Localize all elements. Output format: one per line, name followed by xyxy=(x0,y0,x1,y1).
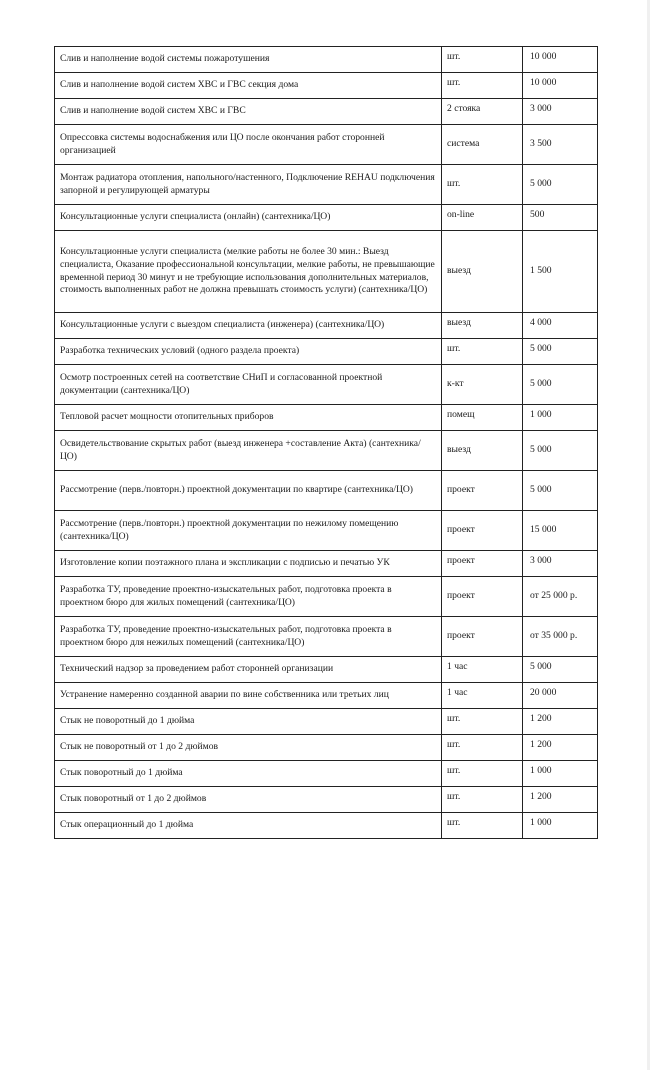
table-row xyxy=(55,471,598,511)
price-cell: 20 000 xyxy=(523,683,598,709)
unit-cell: выезд xyxy=(442,431,523,471)
unit-cell: 2 стояка xyxy=(442,99,523,125)
table-row xyxy=(55,99,598,125)
unit-cell: проект xyxy=(442,617,523,657)
service-cell: Консультационные услуги специалиста (мелкие работы не более 30 мин.: Выезд специалиста, Оказание профессиональной консультации, мелкие работы, не превышающие временной период 30 минут и не требующие использования дополнительных материалов, стоимость выполненных работ не должна превышать стоимость услуги) (сантехника/ЦО) xyxy=(55,231,442,313)
price-cell: 500 xyxy=(523,205,598,231)
service-cell: Разработка ТУ, проведение проектно-изыскательных работ, подготовка проекта в проектном бюро для нежилых помещений (сантехника/ЦО) xyxy=(55,617,442,657)
table-row xyxy=(55,657,598,683)
table-row xyxy=(55,47,598,73)
table-row xyxy=(55,165,598,205)
unit-cell: on-line xyxy=(442,205,523,231)
service-cell: Опрессовка системы водоснабжения или ЦО после окончания работ сторонней организацией xyxy=(55,125,442,165)
price-cell: 4 000 xyxy=(523,313,598,339)
table-row xyxy=(55,761,598,787)
unit-cell: шт. xyxy=(442,165,523,205)
price-cell: 10 000 xyxy=(523,73,598,99)
unit-cell: система xyxy=(442,125,523,165)
price-cell: 1 000 xyxy=(523,405,598,431)
price-cell: от 25 000 р. xyxy=(523,577,598,617)
service-cell: Устранение намеренно созданной аварии по вине собственника или третьих лиц xyxy=(55,683,442,709)
price-cell: 5 000 xyxy=(523,657,598,683)
price-cell: 5 000 xyxy=(523,165,598,205)
unit-cell: проект xyxy=(442,551,523,577)
unit-cell: помещ xyxy=(442,405,523,431)
service-cell: Стык поворотный от 1 до 2 дюймов xyxy=(55,787,442,813)
price-cell: 1 000 xyxy=(523,761,598,787)
table-row xyxy=(55,125,598,165)
service-cell: Рассмотрение (перв./повторн.) проектной документации по квартире (сантехника/ЦО) xyxy=(55,471,442,511)
service-cell: Рассмотрение (перв./повторн.) проектной документации по нежилому помещению (сантехника/ЦО) xyxy=(55,511,442,551)
price-table xyxy=(54,46,598,839)
price-cell: 3 000 xyxy=(523,551,598,577)
service-cell: Разработка технических условий (одного раздела проекта) xyxy=(55,339,442,365)
price-cell: 1 200 xyxy=(523,735,598,761)
price-cell: 1 000 xyxy=(523,813,598,839)
unit-cell: 1 час xyxy=(442,683,523,709)
table-row xyxy=(55,339,598,365)
table-row xyxy=(55,313,598,339)
service-cell: Консультационные услуги специалиста (онлайн) (сантехника/ЦО) xyxy=(55,205,442,231)
price-cell: 3 000 xyxy=(523,99,598,125)
service-cell: Разработка ТУ, проведение проектно-изыскательных работ, подготовка проекта в проектном бюро для жилых помещений (сантехника/ЦО) xyxy=(55,577,442,617)
unit-cell: шт. xyxy=(442,787,523,813)
service-cell: Технический надзор за проведением работ сторонней организации xyxy=(55,657,442,683)
table-row xyxy=(55,365,598,405)
unit-cell: 1 час xyxy=(442,657,523,683)
table-row xyxy=(55,577,598,617)
table-row xyxy=(55,735,598,761)
service-cell: Слив и наполнение водой систем ХВС и ГВС секция дома xyxy=(55,73,442,99)
price-cell: 5 000 xyxy=(523,365,598,405)
price-cell: 15 000 xyxy=(523,511,598,551)
price-cell: 5 000 xyxy=(523,431,598,471)
table-row xyxy=(55,511,598,551)
price-cell: 10 000 xyxy=(523,47,598,73)
table-row xyxy=(55,431,598,471)
service-cell: Осмотр построенных сетей на соответствие СНиП и согласованной проектной документации (сантехника/ЦО) xyxy=(55,365,442,405)
table-row xyxy=(55,405,598,431)
service-cell: Изготовление копии поэтажного плана и экспликации с подписью и печатью УК xyxy=(55,551,442,577)
service-cell: Слив и наполнение водой системы пожаротушения xyxy=(55,47,442,73)
table-row xyxy=(55,73,598,99)
price-cell: 1 500 xyxy=(523,231,598,313)
unit-cell: шт. xyxy=(442,47,523,73)
service-cell: Слив и наполнение водой систем ХВС и ГВС xyxy=(55,99,442,125)
service-cell: Стык поворотный до 1 дюйма xyxy=(55,761,442,787)
table-row xyxy=(55,683,598,709)
table-row xyxy=(55,787,598,813)
service-cell: Тепловой расчет мощности отопительных приборов xyxy=(55,405,442,431)
price-cell: 1 200 xyxy=(523,787,598,813)
service-cell: Монтаж радиатора отопления, напольного/настенного, Подключение REHAU подключения запорной и регулирующей арматуры xyxy=(55,165,442,205)
unit-cell: выезд xyxy=(442,313,523,339)
price-cell: 1 200 xyxy=(523,709,598,735)
unit-cell: проект xyxy=(442,471,523,511)
table-row xyxy=(55,551,598,577)
unit-cell: шт. xyxy=(442,73,523,99)
price-cell: 3 500 xyxy=(523,125,598,165)
table-row xyxy=(55,231,598,313)
service-cell: Стык операционный до 1 дюйма xyxy=(55,813,442,839)
price-cell: 5 000 xyxy=(523,339,598,365)
unit-cell: выезд xyxy=(442,231,523,313)
table-row xyxy=(55,813,598,839)
table-row xyxy=(55,709,598,735)
price-cell: 5 000 xyxy=(523,471,598,511)
unit-cell: к-кт xyxy=(442,365,523,405)
unit-cell: шт. xyxy=(442,813,523,839)
unit-cell: проект xyxy=(442,511,523,551)
service-cell: Консультационные услуги с выездом специалиста (инженера) (сантехника/ЦО) xyxy=(55,313,442,339)
unit-cell: проект xyxy=(442,577,523,617)
table-row xyxy=(55,617,598,657)
service-cell: Освидетельствование скрытых работ (выезд инженера +составление Акта) (сантехника/ЦО) xyxy=(55,431,442,471)
price-cell: от 35 000 р. xyxy=(523,617,598,657)
table-row xyxy=(55,205,598,231)
unit-cell: шт. xyxy=(442,761,523,787)
service-cell: Стык не поворотный от 1 до 2 дюймов xyxy=(55,735,442,761)
unit-cell: шт. xyxy=(442,735,523,761)
service-cell: Стык не поворотный до 1 дюйма xyxy=(55,709,442,735)
unit-cell: шт. xyxy=(442,339,523,365)
unit-cell: шт. xyxy=(442,709,523,735)
